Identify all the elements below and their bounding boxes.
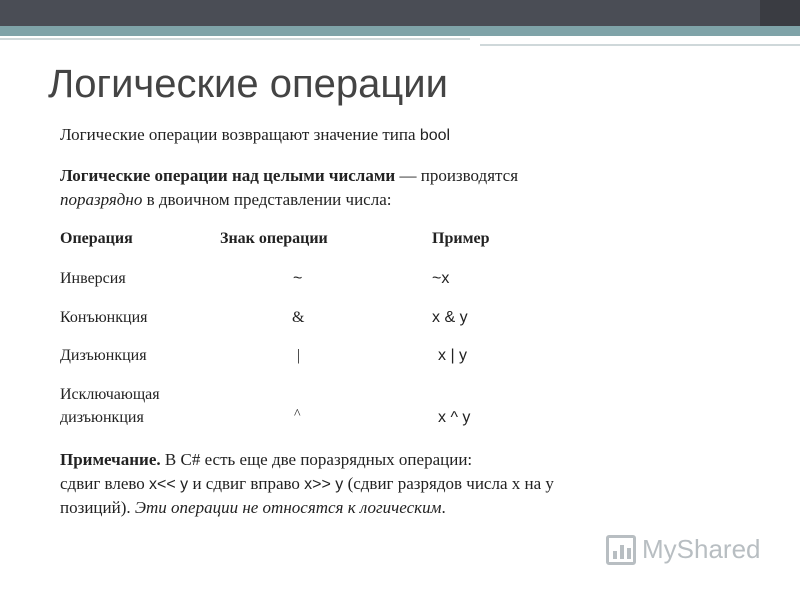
header-example: Пример xyxy=(432,230,490,247)
intro-text: Логические операции возвращают значение типа xyxy=(60,125,416,144)
integer-ops-heading: Логические операции над целыми числами xyxy=(60,166,396,185)
bool-type: bool xyxy=(419,127,451,144)
row-xor-op-line2: дизъюнкция xyxy=(60,409,144,426)
note-line2 xyxy=(60,474,554,494)
row-inversion-op: Инверсия xyxy=(60,270,126,287)
presentation-board-icon xyxy=(606,535,636,565)
top-bar xyxy=(0,0,800,26)
positions-text: позиций). xyxy=(60,498,135,517)
shift-left-code: x<< y xyxy=(149,476,189,493)
row-inversion-example: ~x xyxy=(432,270,450,287)
row-xor-example: x ^ y xyxy=(438,409,471,426)
binary-text: в двоичном представлении числа: xyxy=(142,190,392,209)
note-text: В C# есть еще две поразрядных операции: xyxy=(160,450,473,469)
shift-right-code: x>> y xyxy=(304,476,344,493)
intro-line xyxy=(60,125,450,145)
top-bar-shade xyxy=(760,0,800,26)
row-disjunction-example: x | y xyxy=(438,347,468,364)
divider-line xyxy=(0,38,470,40)
integer-ops-text: — производятся xyxy=(395,166,519,185)
row-conjunction-op: Конъюнкция xyxy=(60,309,148,326)
watermark-text: MyShared xyxy=(642,534,761,564)
row-disjunction-sign: | xyxy=(297,347,301,364)
shift-right-text: и сдвиг вправо xyxy=(188,474,305,493)
integer-ops-line2 xyxy=(60,190,391,210)
note-line1 xyxy=(60,450,472,470)
row-inversion-sign: ~ xyxy=(293,270,303,287)
not-logical-text: Эти операции не относятся к логическим xyxy=(134,498,442,517)
header-sign: Знак операции xyxy=(220,230,328,247)
shift-description: (сдвиг разрядов числа x на y xyxy=(343,474,554,493)
row-conjunction-example: x & y xyxy=(432,309,468,326)
row-disjunction-op: Дизъюнкция xyxy=(60,347,147,364)
integer-ops-line1 xyxy=(60,166,518,186)
bitwise-word: поразрядно xyxy=(60,190,143,209)
watermark-logo xyxy=(606,534,761,565)
shift-left-text: сдвиг влево xyxy=(60,474,150,493)
period: . xyxy=(441,498,446,517)
slide-title: Логические операции xyxy=(48,62,448,106)
note-line3 xyxy=(60,498,446,518)
note-label: Примечание. xyxy=(60,450,161,469)
row-xor-op-line1: Исключающая xyxy=(60,386,160,403)
accent-bar xyxy=(0,26,800,36)
row-xor-sign: ^ xyxy=(294,407,301,422)
header-operation: Операция xyxy=(60,230,133,247)
divider-line-right xyxy=(480,44,800,46)
row-conjunction-sign: & xyxy=(292,309,305,326)
